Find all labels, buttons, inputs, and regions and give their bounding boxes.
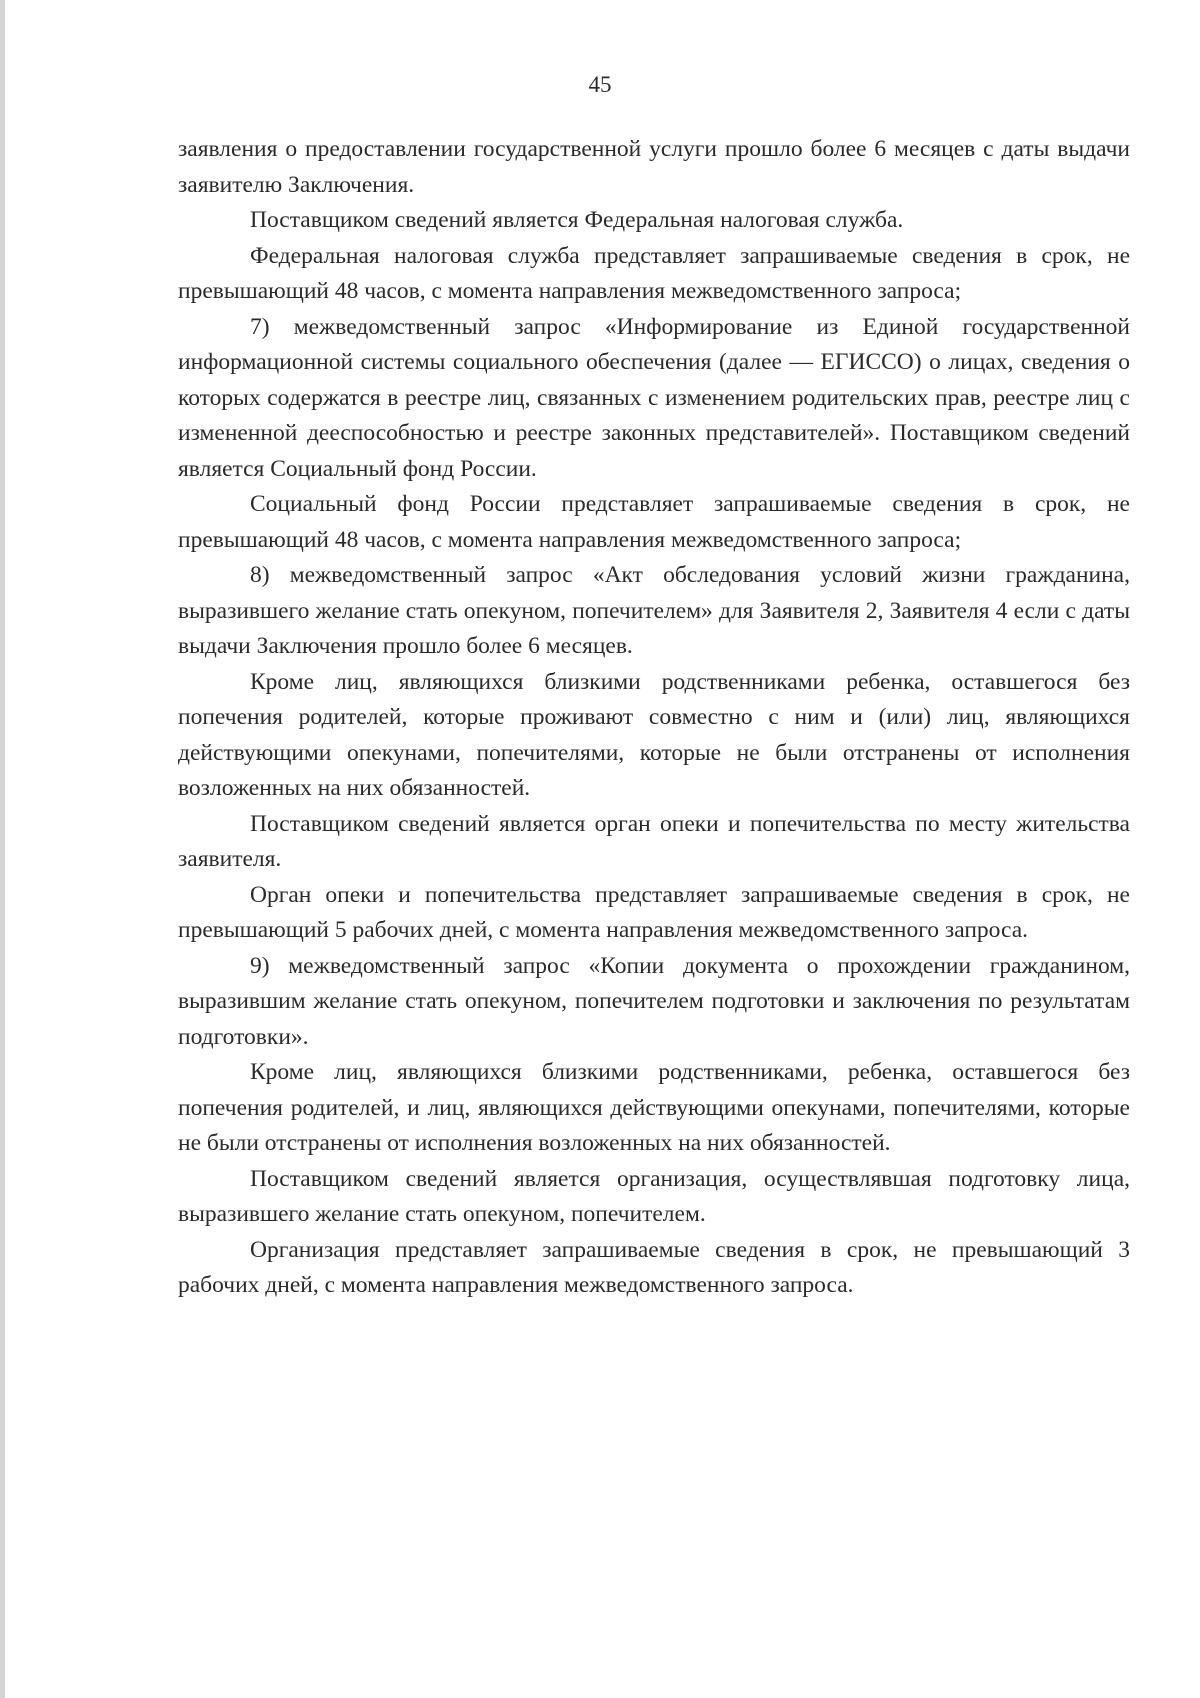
- paragraph: Поставщиком сведений является Федеральная налоговая служба.: [250, 207, 904, 233]
- paragraph: Социальный фонд России представляет запрашиваемые сведения в срок, не превышающий 48 часов, с момента направления межведомственного запроса;: [178, 491, 1130, 553]
- page-number: 45: [588, 72, 612, 97]
- paragraph: Организация представляет запрашиваемые сведения в срок, не превышающий 3 рабочих дней, с момента направления межведомственного запроса.: [178, 1236, 1130, 1298]
- paragraph: Поставщиком сведений является орган опеки и попечительства по месту жительства заявителя.: [178, 810, 1130, 872]
- scan-left-edge: [0, 0, 5, 1698]
- list-item-9: 9) межведомственный запрос «Копии документа о прохождении гражданином, выразившим желание стать опекуном, попечителем подготовки и заключения по результатам подготовки».: [178, 952, 1130, 1050]
- paragraph: Кроме лиц, являющихся близкими родственниками ребенка, оставшегося без попечения родителей, которые проживают совместно с ним и (или) лиц, являющихся действующими опекунами, попечителями, которые не были отстранены от исполнения возложенных на них обязанностей.: [178, 668, 1130, 801]
- list-item-7: 7) межведомственный запрос «Информирование из Единой государственной информационной системы социального обеспечения (далее — ЕГИССО) о лицах, сведения о которых содержатся в реестре лиц, связанных с изменением родительских прав, реестре лиц с измененной дееспособностью и реестре законных представителей». Поставщиком сведений является Социальный фонд России.: [178, 313, 1130, 482]
- paragraph: Орган опеки и попечительства представляет запрашиваемые сведения в срок, не превышающий 5 рабочих дней, с момента направления межведомственного запроса.: [178, 881, 1130, 943]
- document-body: [178, 132, 1130, 1304]
- paragraph: Федеральная налоговая служба представляет запрашиваемые сведения в срок, не превышающий 48 часов, с момента направления межведомственного запроса;: [178, 242, 1130, 304]
- paragraph: Поставщиком сведений является организация, осуществлявшая подготовку лица, выразившего желание стать опекуном, попечителем.: [178, 1165, 1130, 1227]
- list-item-8: 8) межведомственный запрос «Акт обследования условий жизни гражданина, выразившего желание стать опекуном, попечителем» для Заявителя 2, Заявителя 4 если с даты выдачи Заключения прошло более 6 месяцев.: [178, 562, 1130, 659]
- paragraph: Кроме лиц, являющихся близкими родственниками, ребенка, оставшегося без попечения родителей, и лиц, являющихся действующими опекунами, попечителями, которые не были отстранены от исполнения возложенных на них обязанностей.: [178, 1059, 1130, 1156]
- paragraph-continuation: заявления о предоставлении государственной услуги прошло более 6 месяцев с даты выдачи заявителю Заключения.: [178, 136, 1130, 198]
